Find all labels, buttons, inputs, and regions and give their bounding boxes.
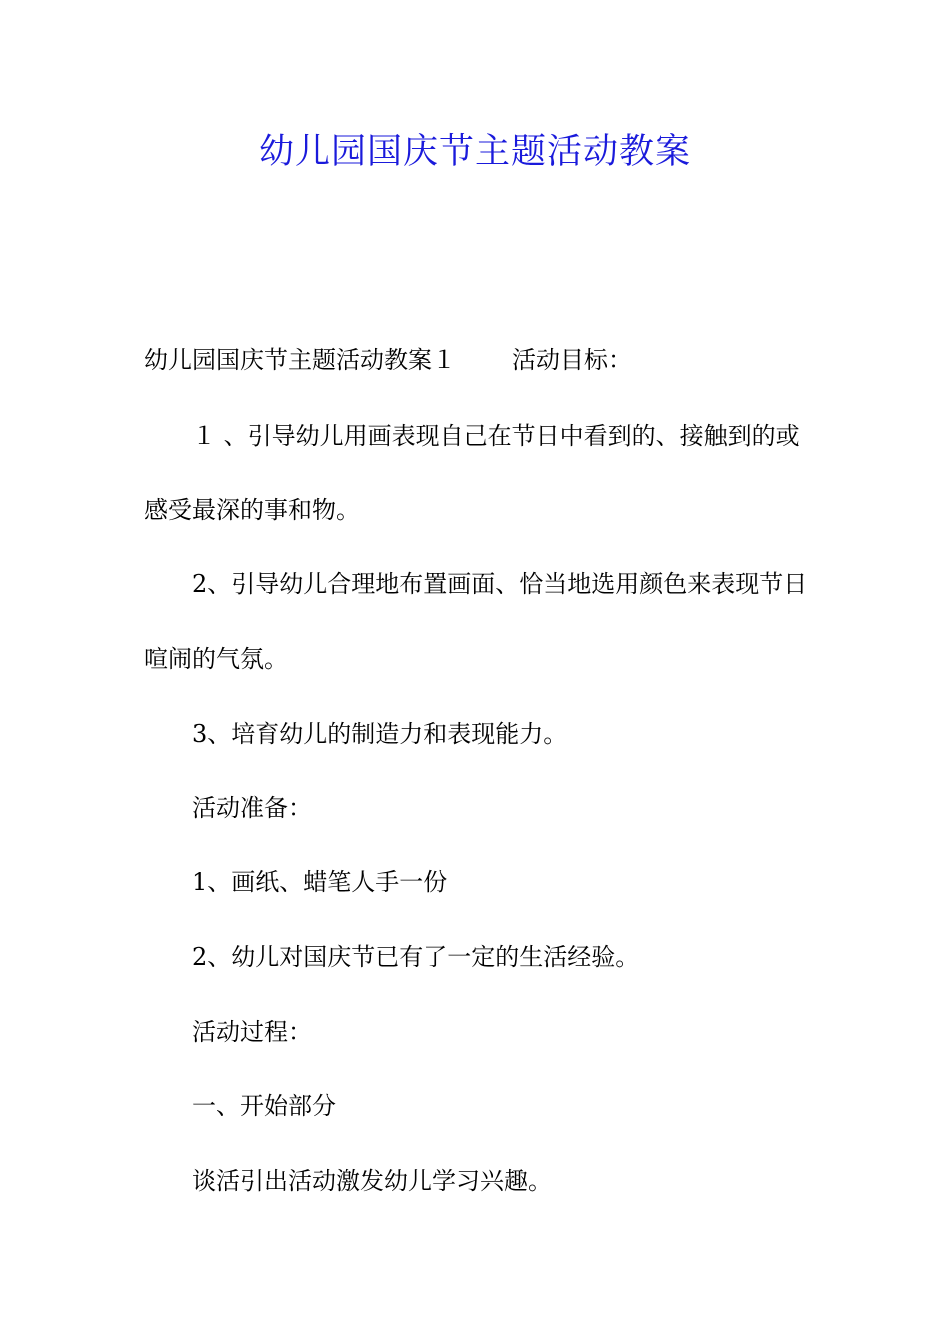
paragraph-line: 活动准备：	[192, 794, 312, 822]
paragraph-line: 谈活引出活动激发幼儿学习兴趣。	[192, 1167, 552, 1195]
section-heading: 幼儿园国庆节主题活动教案１	[144, 346, 456, 374]
document-title: 幼儿园国庆节主题活动教案	[258, 132, 691, 172]
paragraph-line: 感受最深的事和物。	[144, 496, 360, 524]
paragraph-line: 2、幼儿对国庆节已有了一定的生活经验。	[192, 943, 640, 971]
paragraph-line: 活动过程：	[192, 1018, 312, 1046]
paragraph-line	[144, 344, 632, 376]
section-subheading: 活动目标：	[512, 346, 632, 374]
paragraph-line: １ 、引导幼儿用画表现自己在节日中看到的、接触到的或	[192, 422, 800, 450]
paragraph-line: 喧闹的气氛。	[144, 645, 288, 673]
paragraph-line: 1、画纸、蜡笔人手一份	[192, 868, 448, 896]
paragraph-line: 2、引导幼儿合理地布置画面、恰当地选用颜色来表现节日	[192, 570, 808, 598]
paragraph-line: 一、开始部分	[192, 1092, 336, 1120]
paragraph-line: 3、培育幼儿的制造力和表现能力。	[192, 720, 568, 748]
